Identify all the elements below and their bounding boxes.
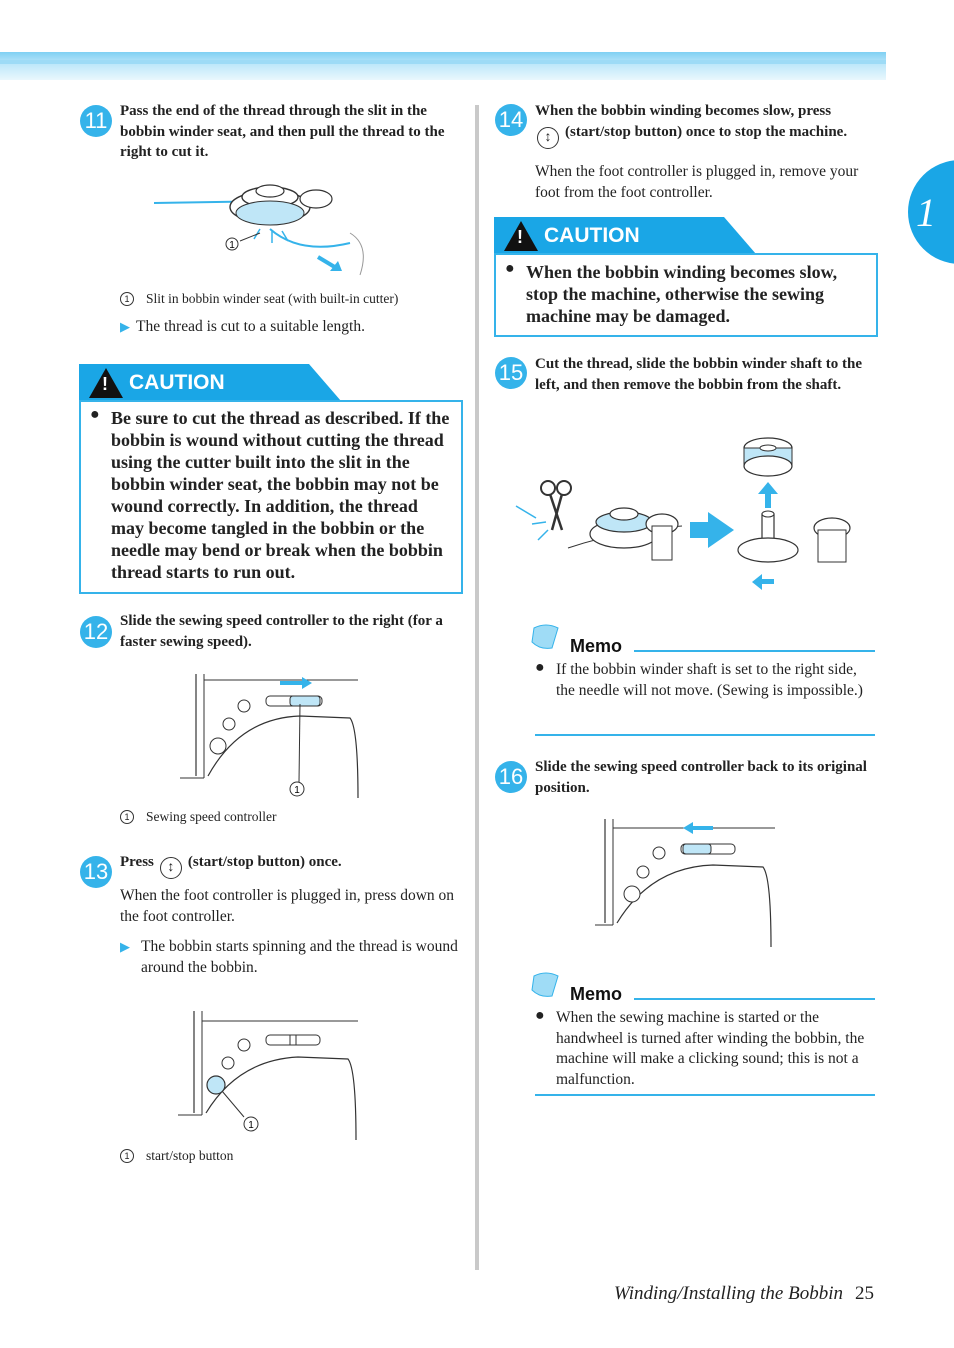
- caution-header-2: ! CAUTION: [494, 217, 724, 254]
- step-15-text: Cut the thread, slide the bobbin winder shaft to the left, and then remove the bobbin from the shaft.: [535, 356, 862, 393]
- bobbin-cutter-illustration: [150, 175, 390, 287]
- memo-rule: [535, 734, 875, 736]
- warning-icon: [89, 368, 123, 398]
- start-stop-icon: ↕: [160, 857, 182, 879]
- speed-controller-right-illustration: [180, 668, 360, 803]
- caution-header-slant: [309, 364, 341, 401]
- step-13-body: When the foot controller is plugged in, press down on the foot controller.: [120, 887, 455, 925]
- caution-header-1: ! CAUTION: [79, 364, 309, 401]
- column-divider: [475, 105, 479, 1270]
- caution-text-1: Be sure to cut the thread as described. If the bobbin is wound without cutting the thread using the cutter built into the slit in the bobbin winder seat, the bobbin may not be wound correctly. In addition, the thread may become tangled in the bobbin or the needle may bend or break when the bobbin thread starts to run out.: [111, 408, 450, 582]
- step-number-12: 12: [80, 616, 112, 648]
- step-number-14: 14: [495, 104, 527, 136]
- start-stop-icon: ↕: [537, 127, 559, 149]
- memo-title-2: Memo: [570, 984, 623, 1004]
- step-12-text: Slide the sewing speed controller to the right (for a faster sewing speed).: [120, 613, 443, 650]
- svg-text:1: 1: [294, 785, 300, 796]
- step-16-text: Slide the sewing speed controller back to its original position.: [535, 759, 867, 796]
- speed-controller-left-illustration: [595, 815, 777, 950]
- caption-13: 1 start/stop button: [120, 1147, 233, 1165]
- result-11: ▶ The thread is cut to a suitable length.: [120, 318, 365, 335]
- page-number: 25: [855, 1283, 874, 1304]
- result-arrow-icon: ▶: [120, 319, 130, 334]
- bullet-icon: ●: [505, 260, 515, 277]
- warning-icon: [504, 221, 538, 251]
- bullet-icon: ●: [535, 1007, 545, 1024]
- step-13-text: Press ↕ (start/stop button) once.: [120, 852, 460, 879]
- caption-12: 1 Sewing speed controller: [120, 808, 276, 826]
- step-number-15: 15: [495, 357, 527, 389]
- step-number-11: 11: [80, 105, 112, 137]
- memo-rule: [535, 1094, 875, 1096]
- memo-icon: [530, 970, 562, 1000]
- step-11-text: Pass the end of the thread through the slit in the bobbin winder seat, and then pull the thread to the right to cut it.: [120, 103, 445, 160]
- header-band: [0, 52, 886, 80]
- bullet-icon: ●: [535, 659, 545, 676]
- step-number-13: 13: [80, 856, 112, 888]
- step-14-body: When the foot controller is plugged in, remove your foot from the foot controller.: [535, 163, 859, 201]
- remove-bobbin-illustration: [512, 430, 862, 595]
- page-footer: [614, 1283, 874, 1305]
- svg-text:1: 1: [229, 240, 235, 251]
- bullet-icon: ●: [90, 406, 100, 423]
- memo-text-2: When the sewing machine is started or the handwheel is turned after winding the bobbin, the machine will make a clicking sound; this is not a malfunction.: [556, 1009, 865, 1088]
- memo-rule: [634, 998, 875, 1000]
- memo-title-1: Memo: [570, 636, 623, 656]
- memo-icon: [530, 622, 562, 652]
- svg-text:1: 1: [248, 1120, 254, 1131]
- caution-header-slant: [724, 217, 756, 254]
- footer-title: Winding/Installing the Bobbin: [613, 1283, 843, 1304]
- result-13: ▶ The bobbin starts spinning and the thread is wound around the bobbin.: [120, 938, 458, 976]
- start-stop-button-illustration: [178, 1005, 360, 1140]
- chapter-tab: 1: [908, 160, 954, 264]
- result-arrow-icon: ▶: [120, 939, 130, 954]
- step-14-text: When the bobbin winding becomes slow, press ↕ (start/stop button) once to stop the machine.: [535, 101, 880, 149]
- caption-11: 1 Slit in bobbin winder seat (with built-in cutter): [120, 290, 398, 308]
- memo-rule: [634, 650, 875, 652]
- step-number-16: 16: [495, 761, 527, 793]
- caution-text-2: When the bobbin winding becomes slow, stop the machine, otherwise the sewing machine may be damaged.: [526, 262, 838, 326]
- memo-text-1: If the bobbin winder shaft is set to the right side, the needle will not move. (Sewing is impossible.): [556, 661, 863, 699]
